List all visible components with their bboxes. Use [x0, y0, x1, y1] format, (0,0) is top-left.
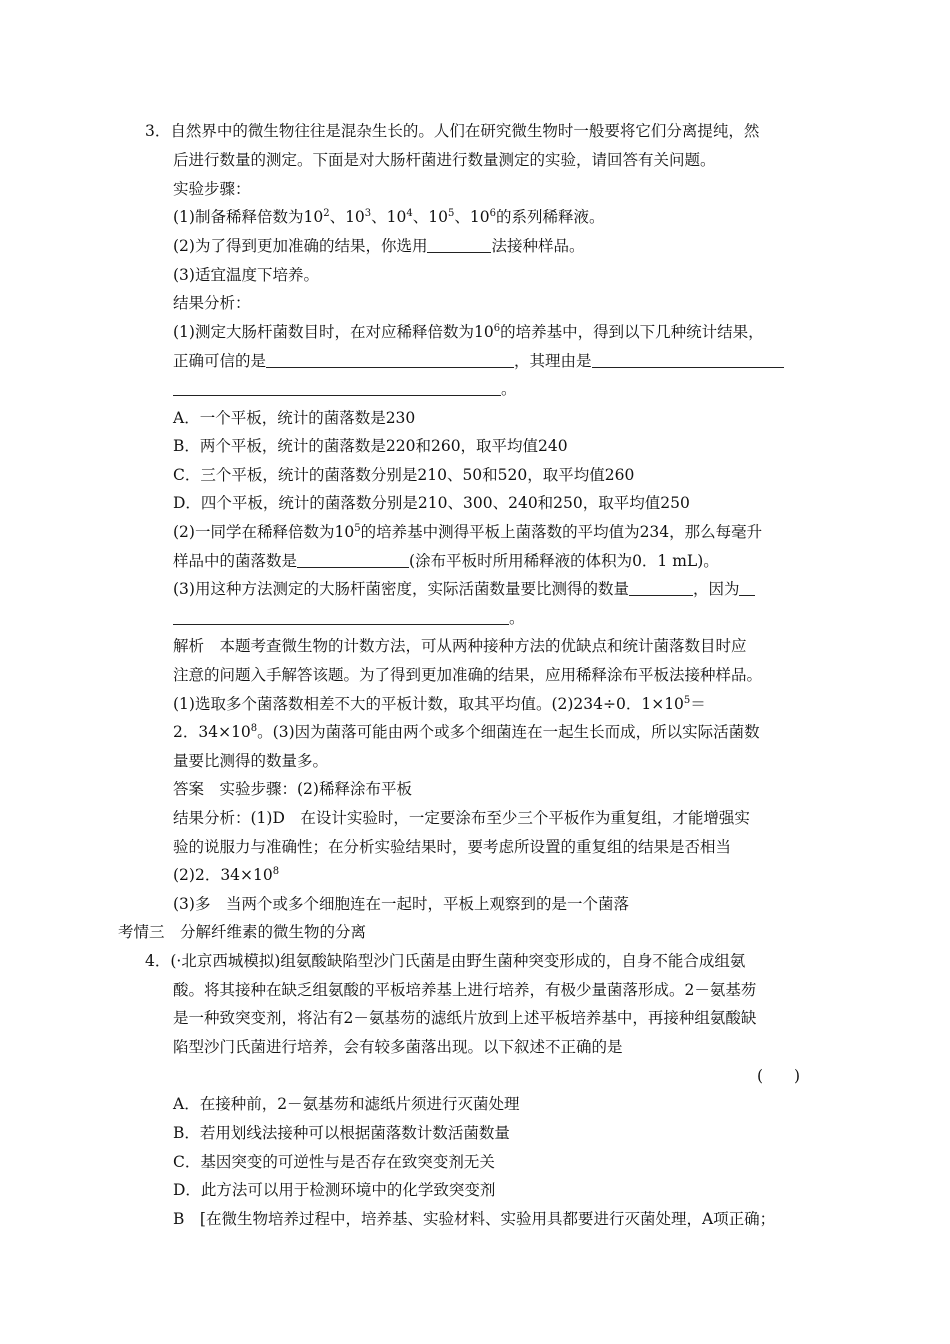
q3-number: 3． [145, 122, 171, 140]
result-3-line2: 。 [173, 608, 525, 628]
analysis-line4: 2．$34\times 10^8$。(3)因为菌落可能由两个或多个细菌连在一起生长而成，所以实际活菌数 [173, 723, 760, 741]
option-a: A．一个平板，统计的菌落数是230 [173, 409, 416, 427]
q4-option-a: A．在接种前，2－氨基芴和滤纸片须进行灭菌处理 [173, 1095, 520, 1113]
answer-blank[interactable] [173, 381, 501, 396]
result-1-line3: 。 [173, 379, 517, 399]
answer-parentheses[interactable]: ( ) [757, 1067, 801, 1085]
answer-blank[interactable] [266, 353, 514, 368]
answer-blank[interactable] [427, 238, 491, 253]
answer-line4: (2)2．$34\times 10^8$ [173, 866, 280, 884]
analysis-line5: 量要比测得的数量多。 [173, 752, 329, 770]
analysis-line2: 注意的问题入手解答该题。为了得到更加准确的结果，应用稀释涂布平板法接种样品。 [173, 666, 763, 684]
q4-stem-line1: 4．(·北京西城模拟)组氨酸缺陷型沙门氏菌是由野生菌种突变形成的，自身不能合成组氨 [145, 952, 746, 970]
answer-blank[interactable] [739, 581, 755, 596]
steps-title: 实验步骤： [173, 180, 251, 198]
option-d: D．四个平板，统计的菌落数分别是210、300、240和250，取平均值250 [173, 494, 690, 512]
step-2: (2)为了得到更加准确的结果，你选用 法接种样品。 [173, 237, 585, 255]
q4-stem-line2: 酸。将其接种在缺乏组氨酸的平板培养基上进行培养，有极少量菌落形成。2－氨基芴 [173, 981, 757, 999]
option-b: B．两个平板，统计的菌落数是220和260，取平均值240 [173, 437, 568, 455]
answer-blank[interactable] [592, 353, 784, 368]
q3-stem-line2: 后进行数量的测定。下面是对大肠杆菌进行数量测定的实验，请回答有关问题。 [173, 151, 716, 169]
q4-option-c: C．基因突变的可逆性与是否存在致突变剂无关 [173, 1153, 495, 1171]
result-3-line1: (3)用这种方法测定的大肠杆菌密度，实际活菌数量要比测得的数量 ，因为 [173, 579, 755, 599]
answer-blank[interactable] [297, 553, 409, 568]
result-1-line2: 正确可信的是 ，其理由是 [173, 351, 784, 371]
q4-answer: B [在微生物培养过程中，培养基、实验材料、实验用具都要进行灭菌处理，A项正确； [173, 1210, 776, 1228]
q3-stem-line1: 3．自然界中的微生物往往是混杂生长的。人们在研究微生物时一般要将它们分离提纯，然 [145, 122, 760, 140]
answer-line5: (3)多 当两个或多个细胞连在一起时，平板上观察到的是一个菌落 [173, 895, 629, 913]
answer-line1: 答案 实验步骤：(2)稀释涂布平板 [173, 780, 412, 798]
answer-line2: 结果分析：(1)D 在设计实验时，一定要涂布至少三个平板作为重复组，才能增强实 [173, 809, 750, 827]
q4-stem-line4: 陷型沙门氏菌进行培养，会有较多菌落出现。以下叙述不正确的是 [173, 1038, 623, 1056]
analysis-line1: 解析 本题考查微生物的计数方法，可从两种接种方法的优缺点和统计菌落数目时应 [173, 637, 747, 655]
analysis-line3: (1)选取多个菌落数相差不大的平板计数，取其平均值。(2)234÷0．$1\times 10^5=$ [173, 695, 706, 713]
answer-blank[interactable] [173, 610, 509, 625]
result-2-line1: (2)一同学在稀释倍数为$10^5$的培养基中测得平板上菌落数的平均值为234，那么每毫升 [173, 523, 763, 541]
step-1: (1)制备稀释倍数为$10^2$、$10^3$、$10^4$、$10^5$、$10^6$的系列稀释液。 [173, 208, 605, 226]
result-title: 结果分析： [173, 294, 251, 312]
step-3: (3)适宜温度下培养。 [173, 266, 319, 284]
answer-blank[interactable] [629, 581, 693, 596]
result-1-line1: (1)测定大肠杆菌数目时，在对应稀释倍数为$10^6$的培养基中，得到以下几种统计结果， [173, 323, 764, 341]
result-2-line2: 样品中的菌落数是 (涂布平板时所用稀释液的体积为0．1 mL)。 [173, 552, 719, 570]
answer-line3: 验的说服力与准确性；在分析实验结果时，要考虑所设置的重复组的结果是否相当 [173, 838, 732, 856]
q4-option-b: B．若用划线法接种可以根据菌落数计数活菌数量 [173, 1124, 510, 1142]
q4-number: 4． [145, 952, 171, 970]
q4-stem-line3: 是一种致突变剂，将沾有2－氨基芴的滤纸片放到上述平板培养基中，再接种组氨酸缺 [173, 1009, 757, 1027]
q4-option-d: D．此方法可以用于检测环境中的化学致突变剂 [173, 1181, 496, 1199]
option-c: C．三个平板，统计的菌落数分别是210、50和520，取平均值260 [173, 466, 635, 484]
section-heading: 考情三 分解纤维素的微生物的分离 [118, 923, 367, 941]
